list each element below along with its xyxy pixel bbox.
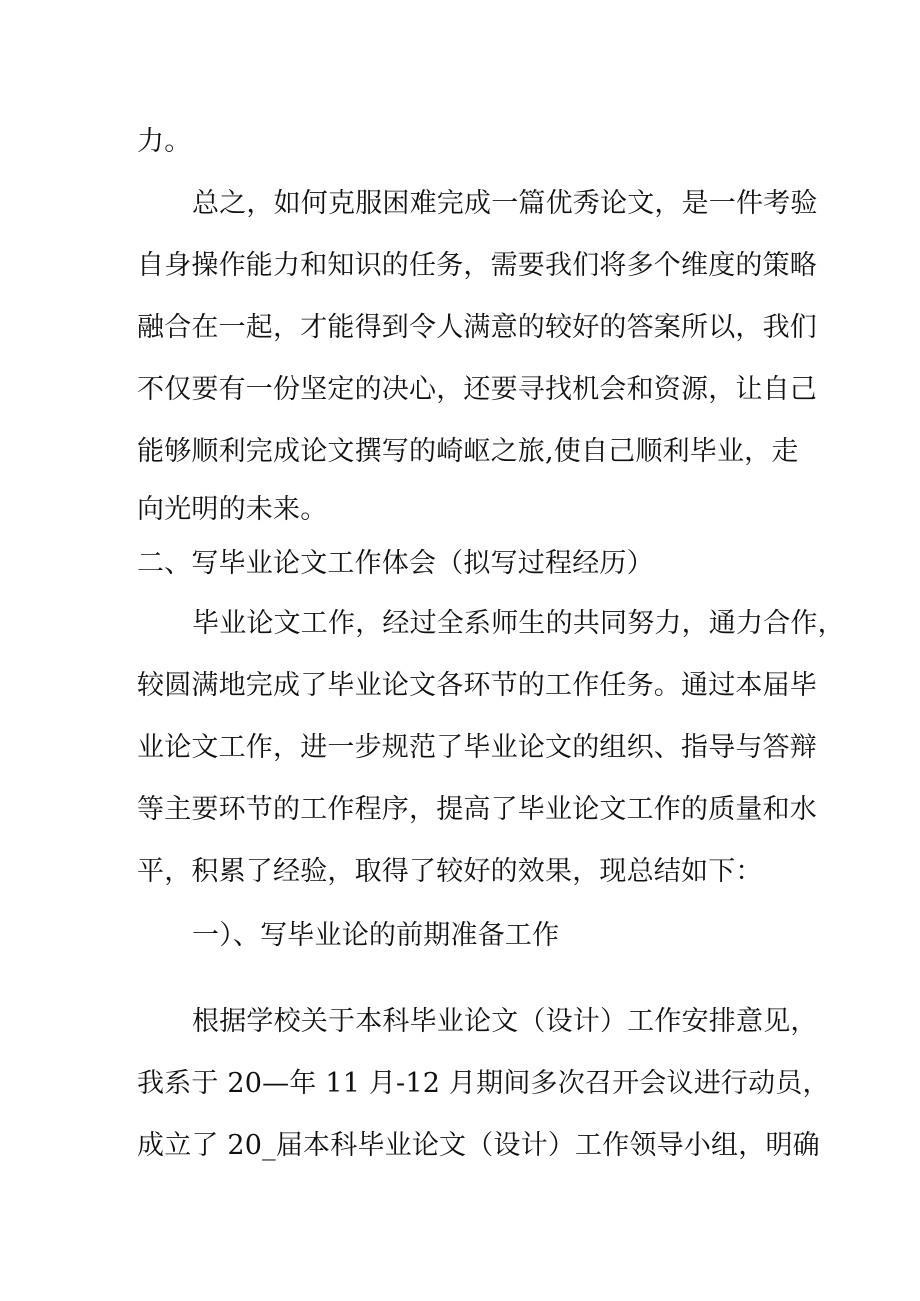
text-line-8: 毕业论文工作，经过全系师生的共同努力，通力合作， [192,608,845,639]
text-line-3: 自身操作能力和知识的任务，需要我们将多个维度的策略 [137,250,817,281]
text-line-10: 业论文工作，进一步规范了毕业论文的组织、指导与答辩 [137,732,817,763]
subsection-heading-1: 一）、写毕业论的前期准备工作 [192,920,560,951]
text-line-15: 成立了 20_届本科毕业论文（设计）工作领导小组，明确 [137,1130,820,1161]
text-line-2: 总之，如何克服困难完成一篇优秀论文，是一件考验 [192,188,818,219]
text-line-1: 力。 [137,126,192,157]
text-line-13: 根据学校关于本科毕业论文（设计）工作安排意见， [192,1006,818,1037]
text-line-9: 较圆满地完成了毕业论文各环节的工作任务。通过本届毕 [137,670,817,701]
text-line-12: 平，积累了经验，取得了较好的效果，现总结如下： [137,856,763,887]
text-line-6: 能够顺利完成论文撰写的崎岖之旅,使自己顺利毕业，走 [137,436,799,467]
text-line-11: 等主要环节的工作程序，提高了毕业论文工作的质量和水 [137,794,817,825]
text-line-7: 向光明的未来。 [137,494,328,525]
text-line-5: 不仅要有一份坚定的决心，还要寻找机会和资源，让自己 [137,374,817,405]
text-line-4: 融合在一起，才能得到令人满意的较好的答案所以，我们 [137,312,817,343]
text-line-14: 我系于 20—年 11 月-12 月期间多次召开会议进行动员， [137,1068,830,1099]
section-heading-2: 二、写毕业论文工作体会（拟写过程经历） [137,548,654,579]
